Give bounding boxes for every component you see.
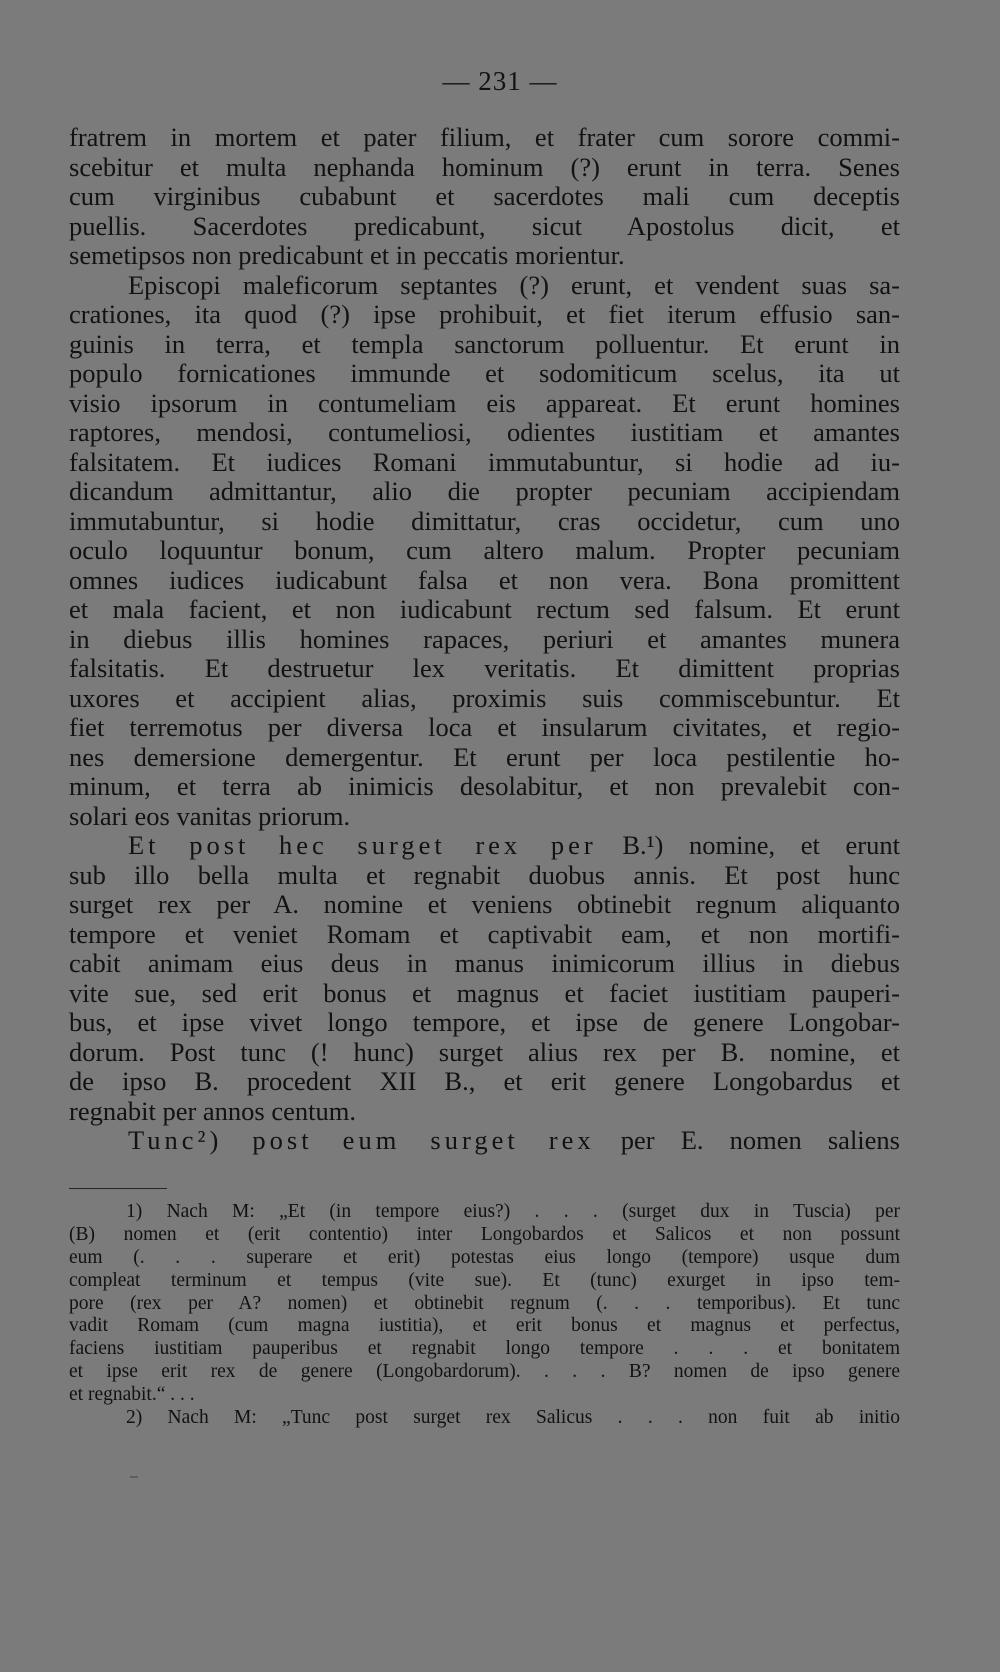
footnote-line: et ipse erit rex de genere (Longobardorum). . . . B? nomen de ipso genere [69,1361,900,1383]
text-line-spaced-lead [69,1126,900,1156]
text-line: uxores et accipient alias, proximis suis commiscebuntur. Et [69,683,900,713]
text-line: semetipsos non predicabunt et in peccatis morientur. [69,241,625,270]
text-line: de ipso B. procedent XII B., et erit genere Longobardus et [69,1067,900,1096]
spaced-phrase: Tunc²) post eum surget rex [128,1126,595,1155]
scan-speck [130,1476,138,1478]
text-line: fiet terremotus per diversa loca et insularum civitates, et regio- [69,713,900,742]
footnote-line: pore (rex per A? nomen) et obtinebit regnum (. . . temporibus). Et tunc [69,1292,900,1314]
footnote-line: 2) Nach M: „Tunc post surget rex Salicus . . . non fuit ab initio [126,1407,900,1429]
text-line: minum, et terra ab inimicis desolabitur, et non prevalebit con- [69,772,900,801]
footnote-line: vadit Romam (cum magna iustitia), et erit bonus et magnus et perfectus, [69,1315,900,1337]
text-line: falsitatis. Et destruetur lex veritatis. Et dimittent proprias [69,654,900,683]
spaced-phrase: Et post hec surget rex per [128,831,597,860]
text-line: populo fornicationes immunde et sodomiticum scelus, ita ut [69,359,900,388]
text-line: cabit animam eius deus in manus inimicorum illius in diebus [69,949,900,978]
text-line: raptores, mendosi, contumeliosi, odientes iustitiam et amantes [69,418,900,447]
text-line: solari eos vanitas priorum. [69,801,351,831]
text-line: surget rex per A. nomine et veniens obtinebit regnum aliquanto [69,890,900,919]
text-line: Episcopi maleficorum septantes (?) erunt, et vendent suas sa- [128,270,900,300]
line-remainder: per E. nomen saliens [620,1126,900,1155]
footnote-line: compleat terminum et tempus (vite sue). Et (tunc) exurget in ipso tem- [69,1269,900,1291]
footnote-line: (B) nomen et (erit contentio) inter Longobardos et Salicos et non possunt [69,1223,900,1245]
text-line: falsitatem. Et iudices Romani immutabuntur, si hodie ad iu- [69,447,900,477]
text-line-spaced-lead [69,831,900,861]
text-line: bus, et ipse vivet longo tempore, et ipse de genere Longobar- [69,1008,900,1037]
text-line: oculo loquuntur bonum, cum altero malum. Propter pecuniam [69,536,900,565]
footnote-divider [69,1188,167,1189]
page-number: — 231 — [442,66,558,96]
footnote-line: et regnabit.“ . . . [69,1384,195,1406]
footnotes [69,1201,900,1430]
text-line: cum virginibus cubabunt et sacerdotes mali cum deceptis [69,182,900,211]
footnote-line: 1) Nach M: „Et (in tempore eius?) . . . (surget dux in Tuscia) per [126,1201,900,1222]
text-line: crationes, ita quod (?) ipse prohibuit, et fiet iterum effusio san- [69,300,900,329]
text-line: dicandum admittantur, alio die propter pecuniam accipiendam [69,477,900,506]
footnote-line: eum (. . . superare et erit) potestas eius longo (tempore) usque dum [69,1246,900,1268]
text-line: sub illo bella multa et regnabit duobus annis. Et post hunc [69,860,900,890]
text-line: omnes iudices iudicabunt falsa et non vera. Bona promittent [69,565,900,595]
text-line: fratrem in mortem et pater filium, et frater cum sorore commi- [69,123,900,152]
text-line: et mala facient, et non iudicabunt rectum sed falsum. Et erunt [69,595,900,624]
text-line: nes demersione demergentur. Et erunt per loca pestilentie ho- [69,742,900,772]
text-line: dorum. Post tunc (! hunc) surget alius rex per B. nomine, et [69,1037,900,1067]
footnote-line: faciens iustitiam pauperibus et regnabit longo tempore . . . et bonitatem [69,1338,900,1360]
text-line: guinis in terra, et templa sanctorum polluentur. Et erunt in [69,329,900,359]
text-line: in diebus illis homines rapaces, periuri et amantes munera [69,624,900,654]
text-line: vite sue, sed erit bonus et magnus et faciet iustitiam pauperi- [69,978,900,1008]
text-line: tempore et veniet Romam et captivabit eam, et non mortifi- [69,919,900,949]
body-text [69,123,900,1156]
text-line: scebitur et multa nephanda hominum (?) erunt in terra. Senes [69,152,900,182]
text-line: puellis. Sacerdotes predicabunt, sicut Apostolus dicit, et [69,211,900,241]
line-remainder: B.¹) nomine, et erunt [622,831,900,860]
text-line: regnabit per annos centum. [69,1096,356,1126]
text-line: immutabuntur, si hodie dimittatur, cras occidetur, cum uno [69,506,900,536]
text-line: visio ipsorum in contumeliam eis appareat. Et erunt homines [69,388,900,418]
